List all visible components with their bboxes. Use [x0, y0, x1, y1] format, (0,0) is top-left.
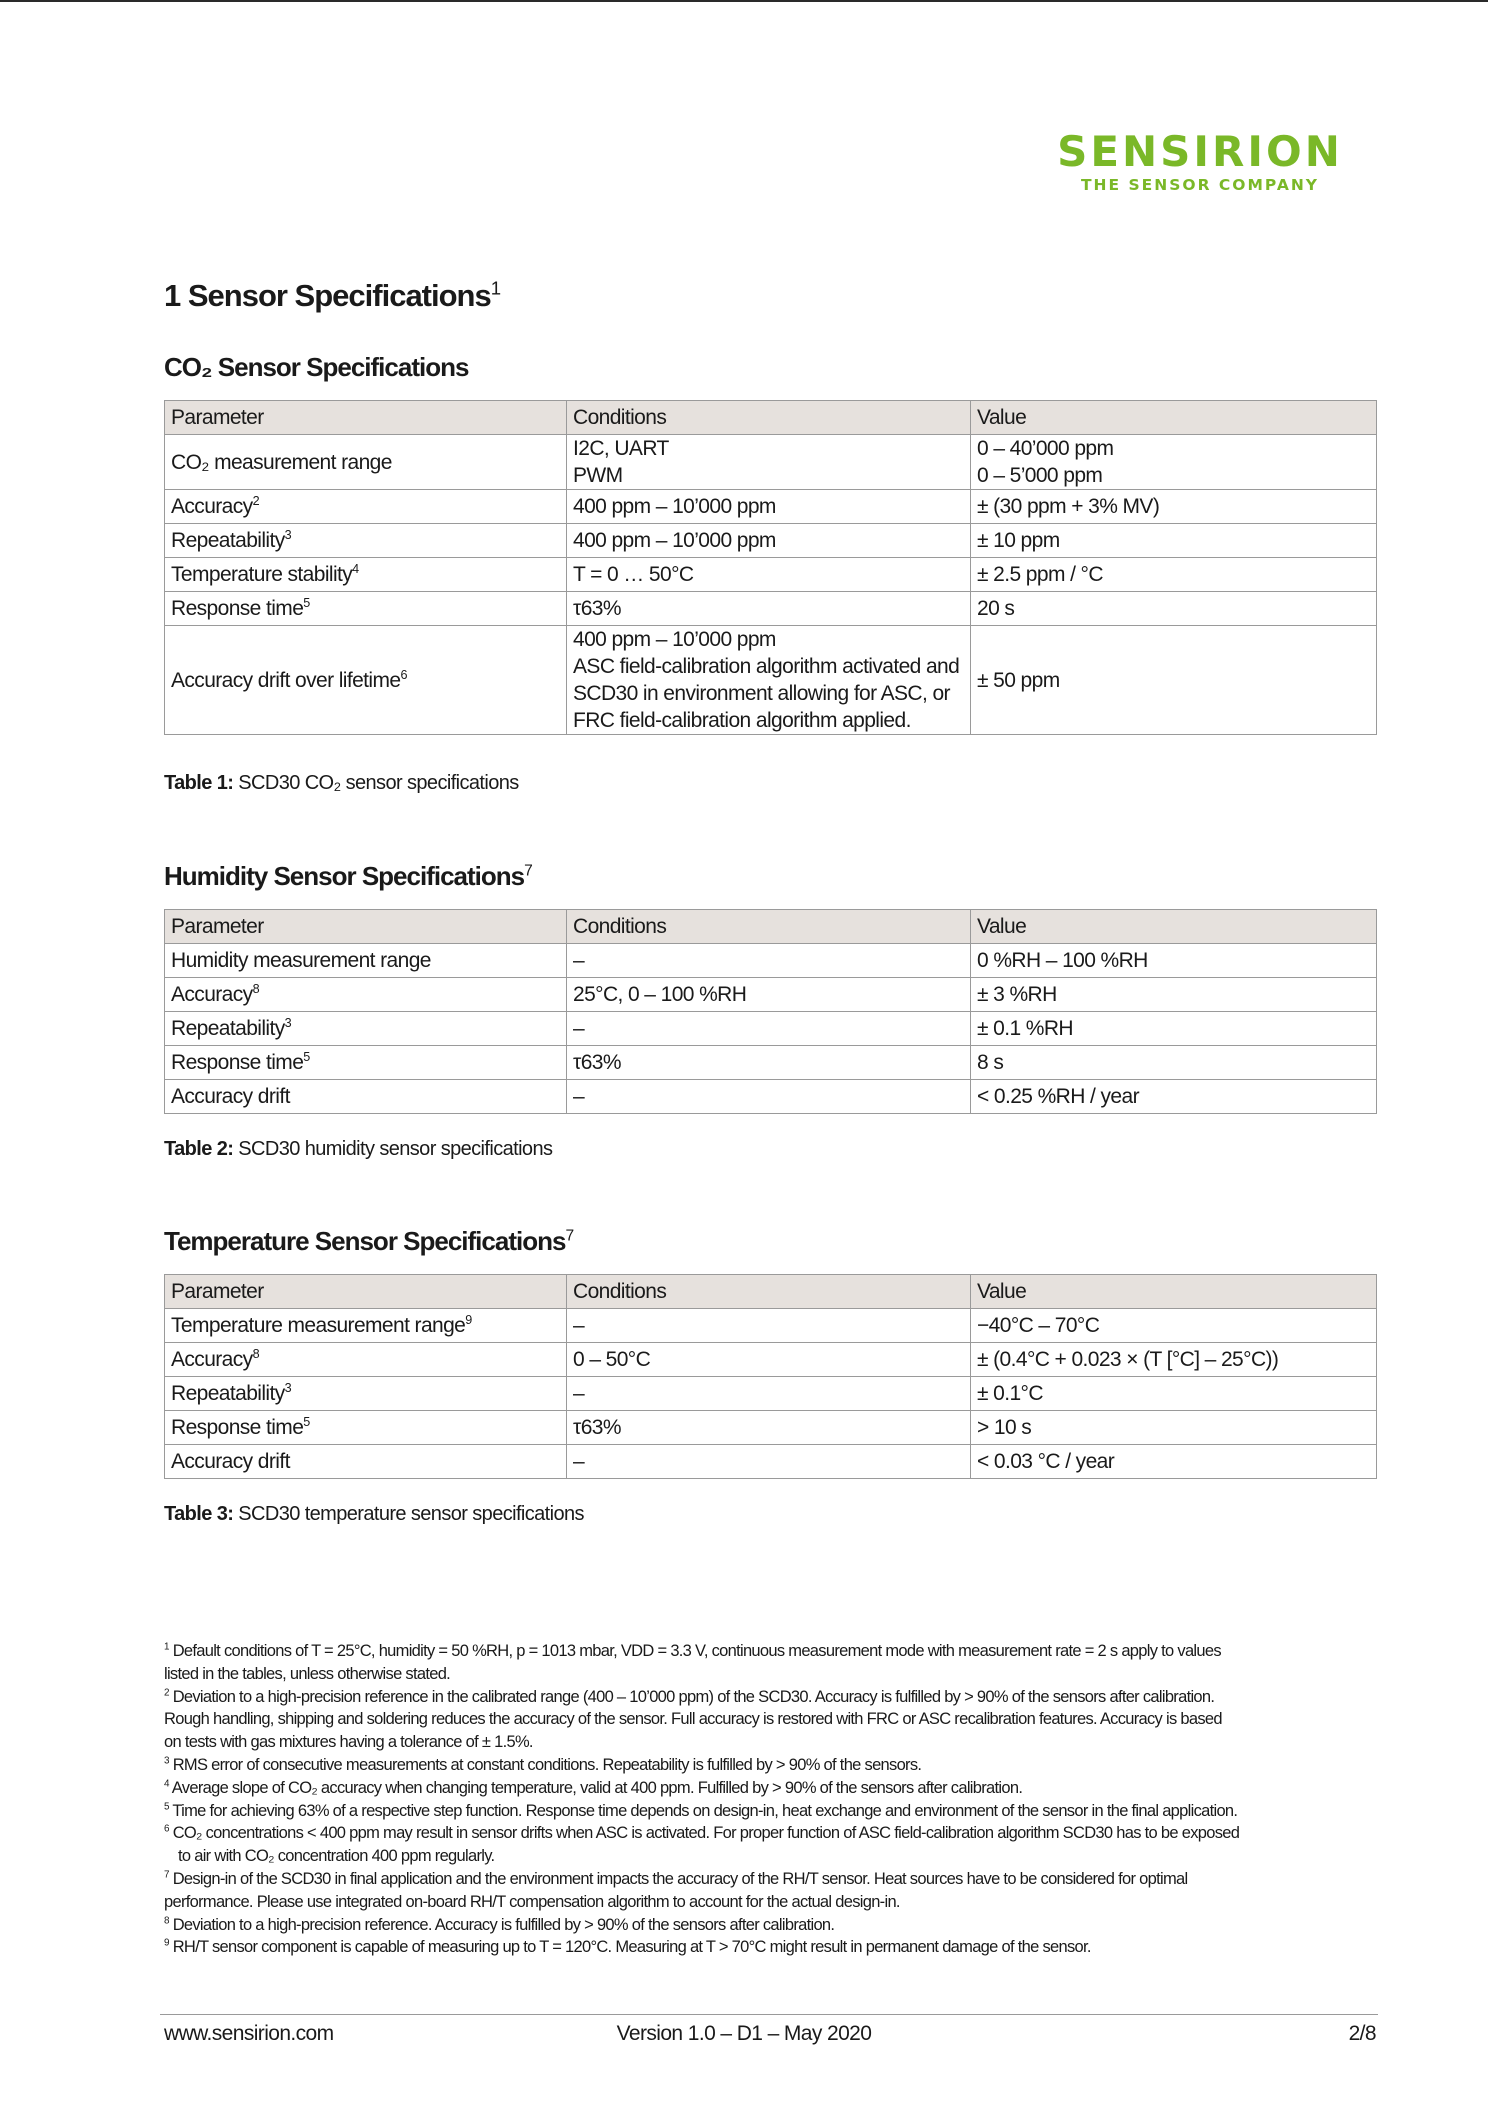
parameter-name: Accuracy — [171, 495, 253, 518]
column-header: Parameter — [165, 910, 567, 944]
parameter-cell — [165, 524, 567, 558]
footnote-number: 2 — [164, 1687, 169, 1699]
footnote-line — [164, 1868, 1354, 1891]
conditions-cell — [567, 592, 971, 626]
footnote-ref: 9 — [465, 1313, 472, 1327]
parameter-cell — [165, 1343, 567, 1377]
value-line: ± (30 ppm + 3% MV) — [977, 495, 1160, 518]
conditions-cell — [567, 944, 971, 978]
parameter-cell — [165, 944, 567, 978]
value-line: ± 2.5 ppm / °C — [977, 563, 1103, 586]
footnote-line — [164, 1800, 1354, 1823]
conditions-cell — [567, 435, 971, 490]
condition-line: – — [573, 1085, 585, 1108]
value-line: 20 s — [977, 597, 1015, 620]
logo-brand: SENSIRION — [1057, 127, 1343, 176]
parameter-name: Repeatability — [171, 1382, 285, 1405]
footer-website: www.sensirion.com — [164, 2022, 334, 2045]
parameter-name: Response time — [171, 1416, 304, 1439]
parameter-name: Accuracy — [171, 1348, 253, 1371]
table-header-row — [165, 1275, 1377, 1309]
condition-line: – — [573, 1314, 585, 1337]
condition-line: PWM — [573, 464, 623, 487]
footnote-number: 8 — [164, 1915, 169, 1927]
parameter-name: Accuracy drift — [171, 1450, 290, 1473]
parameter-cell — [165, 1012, 567, 1046]
footnote-line — [164, 1708, 1354, 1731]
parameter-name: Accuracy — [171, 983, 253, 1006]
condition-line: 0 – 50°C — [573, 1348, 651, 1371]
parameter-cell — [165, 1309, 567, 1343]
value-line: ± 0.1 %RH — [977, 1017, 1073, 1040]
value-line: 0 – 40’000 ppm — [977, 437, 1114, 460]
conditions-cell — [567, 490, 971, 524]
caption-text: SCD30 humidity sensor specifications — [238, 1138, 553, 1160]
sensirion-logo — [1050, 127, 1350, 194]
footnote-number: 4 — [164, 1778, 169, 1790]
table-row — [165, 524, 1377, 558]
conditions-cell — [567, 1377, 971, 1411]
value-line: ± 10 ppm — [977, 529, 1060, 552]
conditions-cell — [567, 558, 971, 592]
conditions-cell — [567, 1012, 971, 1046]
value-line: < 0.25 %RH / year — [977, 1085, 1139, 1108]
co2-spec-table — [164, 400, 1377, 735]
footnote-line — [164, 1731, 1354, 1754]
footnote-line — [164, 1822, 1354, 1845]
condition-line: 400 ppm – 10’000 ppm — [573, 495, 776, 518]
temperature-heading-footnote-ref: 7 — [565, 1227, 574, 1245]
value-cell — [971, 435, 1377, 490]
conditions-cell — [567, 1411, 971, 1445]
footnote-ref: 8 — [252, 1347, 259, 1361]
condition-line: FRC field-calibration algorithm applied. — [573, 709, 911, 732]
value-cell — [971, 1080, 1377, 1114]
footnote-text: performance. Please use integrated on-board RH/T compensation algorithm to account for the actual design-in. — [164, 1892, 900, 1911]
humidity-spec-table — [164, 909, 1377, 1114]
caption-label: Table 2: — [164, 1138, 234, 1160]
table-row — [165, 1080, 1377, 1114]
parameter-name: Temperature measurement range — [171, 1314, 466, 1337]
footnote-line — [164, 1936, 1354, 1959]
conditions-cell — [567, 1080, 971, 1114]
value-line: −40°C – 70°C — [977, 1314, 1100, 1337]
footnote-text: RMS error of consecutive measurements at constant conditions. Repeatability is fulfilled by > 90% of the sensors. — [172, 1755, 922, 1774]
value-cell — [971, 1411, 1377, 1445]
table-row — [165, 1012, 1377, 1046]
value-line: ± 3 %RH — [977, 983, 1057, 1006]
table-row — [165, 1046, 1377, 1080]
co2-table-caption — [164, 772, 519, 795]
footer-page-number: 2/8 — [1348, 2022, 1376, 2045]
parameter-name: Repeatability — [171, 529, 285, 552]
condition-line: τ63% — [573, 597, 621, 620]
logo-tagline: THE SENSOR COMPANY — [1080, 176, 1320, 194]
condition-line: 400 ppm – 10’000 ppm — [573, 628, 776, 651]
value-cell — [971, 978, 1377, 1012]
parameter-name: Accuracy drift — [171, 1085, 290, 1108]
footer-version: Version 1.0 – D1 – May 2020 — [616, 2022, 872, 2045]
value-line: > 10 s — [977, 1416, 1032, 1439]
value-line: 8 s — [977, 1051, 1004, 1074]
condition-line: – — [573, 1017, 585, 1040]
footnote-ref: 5 — [303, 596, 310, 610]
value-cell — [971, 944, 1377, 978]
column-header: Value — [971, 401, 1377, 435]
parameter-name: Repeatability — [171, 1017, 285, 1040]
value-cell — [971, 1377, 1377, 1411]
page-title — [164, 278, 500, 314]
footnote-line — [164, 1845, 1354, 1868]
condition-line: – — [573, 1450, 585, 1473]
footnote-text: RH/T sensor component is capable of measuring up to T = 120°C. Measuring at T > 70°C might result in permanent damage of the sensor. — [172, 1938, 1091, 1957]
parameter-cell — [165, 1080, 567, 1114]
parameter-name: Response time — [171, 597, 304, 620]
footnote-ref: 3 — [284, 1016, 292, 1030]
value-line: 0 %RH – 100 %RH — [977, 949, 1148, 972]
table-row — [165, 558, 1377, 592]
footnote-ref: 6 — [400, 667, 407, 682]
footnote-line — [164, 1686, 1354, 1709]
parameter-cell — [165, 1411, 567, 1445]
value-cell — [971, 1046, 1377, 1080]
table-row — [165, 1445, 1377, 1479]
conditions-cell — [567, 626, 971, 735]
footnote-text: on tests with gas mixtures having a tolerance of ± 1.5%. — [164, 1733, 533, 1752]
value-line: ± 50 ppm — [977, 668, 1060, 692]
footnote-line — [164, 1777, 1354, 1800]
footnote-text: Design-in of the SCD30 in final application and the environment impacts the accuracy of the RH/T sensor. Heat sources have to be considered for optimal — [172, 1869, 1188, 1888]
footnote-number: 7 — [164, 1869, 169, 1881]
condition-line: – — [573, 949, 585, 972]
footnote-text: Deviation to a high-precision reference in the calibrated range (400 – 10’000 ppm) of the SCD30. Accuracy is fulfilled by > 90% of the sensors after calibration. — [172, 1687, 1215, 1706]
condition-line: τ63% — [573, 1416, 621, 1439]
footnote-text: Average slope of CO₂ accuracy when changing temperature, valid at 400 ppm. Fulfilled by > 90% of the sensors after calibration. — [171, 1778, 1023, 1797]
column-header: Value — [971, 1275, 1377, 1309]
table-row — [165, 626, 1377, 735]
column-header: Parameter — [165, 1275, 567, 1309]
parameter-cell — [165, 978, 567, 1012]
footnote-text: Default conditions of T = 25°C, humidity = 50 %RH, p = 1013 mbar, VDD = 3.3 V, continuous measurement mode with measurement rate = 2 s apply to values — [172, 1642, 1221, 1660]
value-cell — [971, 490, 1377, 524]
humidity-table-caption — [164, 1138, 552, 1161]
footnote-line — [164, 1754, 1354, 1777]
value-cell — [971, 592, 1377, 626]
footnote-text: Rough handling, shipping and soldering reduces the accuracy of the sensor. Full accuracy is restored with FRC or ASC recalibration features. Accuracy is based — [164, 1710, 1222, 1729]
conditions-cell — [567, 1309, 971, 1343]
footnote-line — [164, 1640, 1354, 1663]
footnote-ref: 5 — [303, 1415, 310, 1429]
parameter-name: Response time — [171, 1051, 304, 1074]
table-row — [165, 1343, 1377, 1377]
column-header: Value — [971, 910, 1377, 944]
value-cell — [971, 1343, 1377, 1377]
condition-line: τ63% — [573, 1051, 621, 1074]
condition-line: T = 0 … 50°C — [573, 563, 694, 586]
temperature-heading-text: Temperature Sensor Specifications — [164, 1226, 566, 1256]
page-title-footnote-ref: 1 — [490, 277, 501, 299]
conditions-cell — [567, 1343, 971, 1377]
caption-text: SCD30 CO₂ sensor specifications — [238, 772, 519, 794]
conditions-cell — [567, 524, 971, 558]
humidity-heading-footnote-ref: 7 — [524, 862, 532, 880]
footnote-line — [164, 1914, 1354, 1937]
table-row — [165, 944, 1377, 978]
footnote-text: CO₂ concentrations < 400 ppm may result in sensor drifts when ASC is activated. For proper function of ASC field-calibration algorithm SCD30 has to be exposed — [172, 1824, 1240, 1843]
table-row — [165, 490, 1377, 524]
conditions-cell — [567, 1445, 971, 1479]
page-title-text: 1 Sensor Specifications — [164, 278, 491, 313]
table-row — [165, 435, 1377, 490]
footnote-text: Time for achieving 63% of a respective step function. Response time depends on design-in, heat exchange and environment of the sensor in the final application. — [172, 1801, 1238, 1820]
footnote-number: 3 — [164, 1755, 169, 1767]
caption-label: Table 1: — [164, 772, 234, 794]
condition-line: SCD30 in environment allowing for ASC, or — [573, 682, 950, 705]
condition-line: ASC field-calibration algorithm activated and — [573, 655, 960, 678]
caption-text: SCD30 temperature sensor specifications — [238, 1503, 584, 1525]
column-header: Parameter — [165, 401, 567, 435]
footnote-line — [164, 1891, 1354, 1914]
caption-label: Table 3: — [164, 1503, 234, 1525]
temperature-spec-table — [164, 1274, 1377, 1479]
table-row — [165, 592, 1377, 626]
parameter-name: CO₂ measurement range — [171, 450, 392, 474]
footnote-text: Deviation to a high-precision reference. Accuracy is fulfilled by > 90% of the sensors after calibration. — [172, 1915, 835, 1934]
footnote-line — [164, 1663, 1354, 1686]
value-line: 0 – 5’000 ppm — [977, 464, 1103, 487]
conditions-cell — [567, 978, 971, 1012]
footnote-ref: 4 — [352, 562, 359, 576]
footnote-number: 1 — [164, 1641, 169, 1653]
footnotes — [164, 1640, 1354, 1959]
value-line: ± 0.1°C — [977, 1382, 1043, 1405]
footnote-ref: 3 — [284, 528, 292, 542]
footnote-number: 6 — [164, 1823, 169, 1835]
footnote-text: to air with CO₂ concentration 400 ppm regularly. — [178, 1847, 495, 1866]
value-cell — [971, 524, 1377, 558]
condition-line: 400 ppm – 10’000 ppm — [573, 529, 776, 552]
co2-heading: CO₂ Sensor Specifications — [164, 352, 469, 382]
parameter-cell — [165, 435, 567, 490]
footnote-ref: 3 — [284, 1381, 292, 1395]
column-header: Conditions — [567, 1275, 971, 1309]
conditions-cell — [567, 1046, 971, 1080]
footer-divider — [160, 2014, 1378, 2015]
footnote-text: listed in the tables, unless otherwise stated. — [164, 1664, 451, 1683]
temperature-heading — [164, 1226, 573, 1257]
humidity-heading — [164, 861, 532, 892]
parameter-cell — [165, 490, 567, 524]
parameter-cell — [165, 558, 567, 592]
footnote-ref: 8 — [252, 982, 259, 996]
value-cell — [971, 626, 1377, 735]
value-cell — [971, 558, 1377, 592]
humidity-heading-text: Humidity Sensor Specifications — [164, 861, 525, 891]
table-header-row — [165, 401, 1377, 435]
parameter-name: Accuracy drift over lifetime — [171, 668, 401, 692]
column-header: Conditions — [567, 401, 971, 435]
footnote-ref: 5 — [303, 1050, 310, 1064]
parameter-cell — [165, 592, 567, 626]
condition-line: I2C, UART — [573, 437, 669, 460]
footnote-number: 9 — [164, 1937, 169, 1949]
table-row — [165, 1309, 1377, 1343]
top-border — [0, 0, 1488, 2]
parameter-cell — [165, 1445, 567, 1479]
footnote-number: 5 — [164, 1801, 169, 1813]
column-header: Conditions — [567, 910, 971, 944]
table-row — [165, 1377, 1377, 1411]
parameter-name: Temperature stability — [171, 563, 353, 586]
table-header-row — [165, 910, 1377, 944]
value-cell — [971, 1445, 1377, 1479]
value-line: < 0.03 °C / year — [977, 1450, 1115, 1473]
table-row — [165, 978, 1377, 1012]
value-cell — [971, 1012, 1377, 1046]
table-row — [165, 1411, 1377, 1445]
temperature-table-caption — [164, 1503, 584, 1526]
condition-line: 25°C, 0 – 100 %RH — [573, 983, 747, 1006]
value-cell — [971, 1309, 1377, 1343]
value-line: ± (0.4°C + 0.023 × (T [°C] – 25°C)) — [977, 1348, 1279, 1371]
parameter-name: Humidity measurement range — [171, 949, 431, 972]
parameter-cell — [165, 1046, 567, 1080]
condition-line: – — [573, 1382, 585, 1405]
footnote-ref: 2 — [252, 494, 259, 508]
parameter-cell — [165, 1377, 567, 1411]
parameter-cell — [165, 626, 567, 735]
